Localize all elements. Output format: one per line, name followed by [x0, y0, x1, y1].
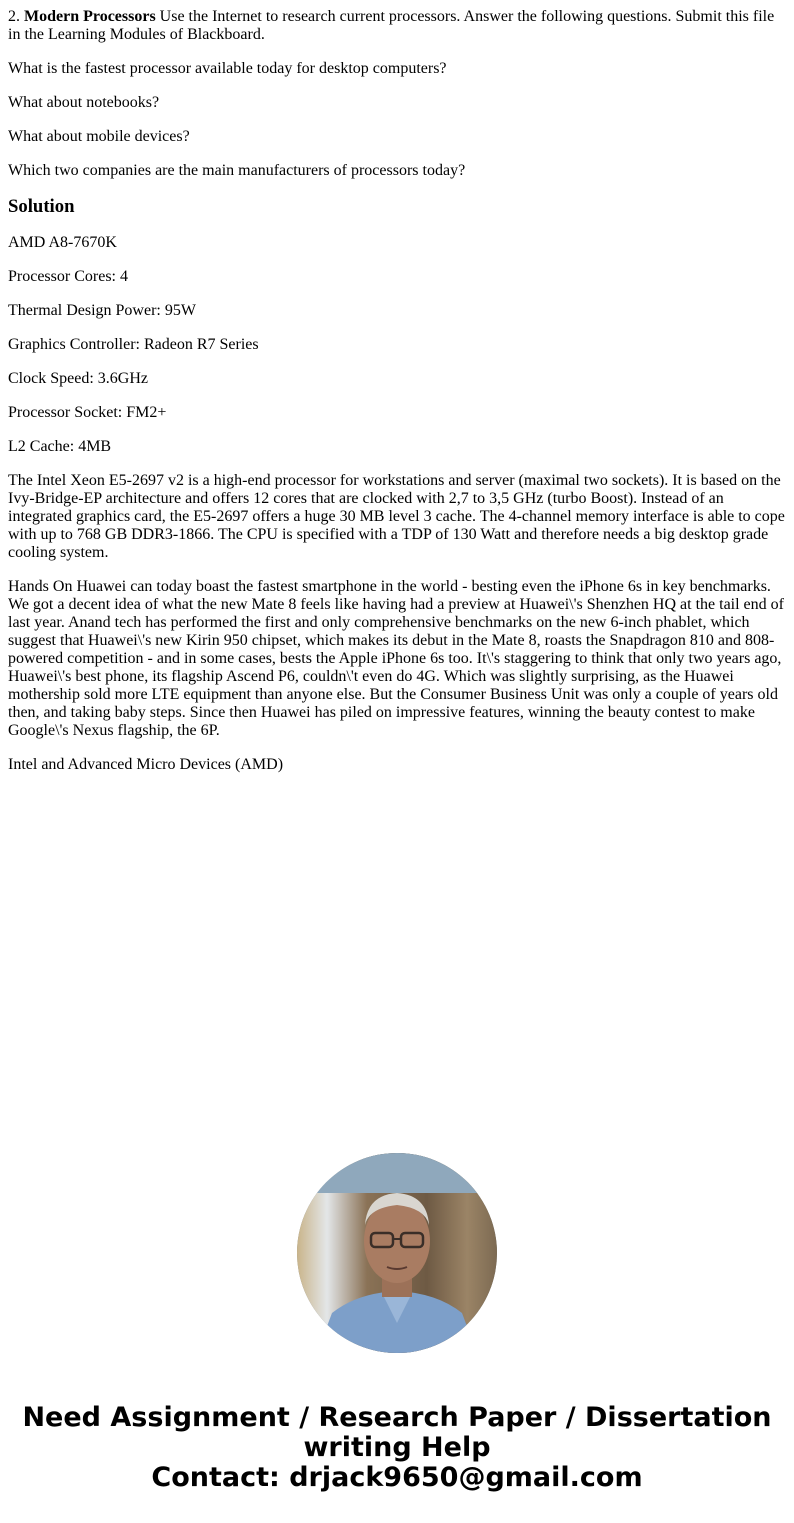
- question-intro: [8, 8, 786, 44]
- spec-line: Graphics Controller: Radeon R7 Series: [8, 336, 259, 353]
- question-title: Modern Processors: [24, 8, 156, 25]
- solution-paragraph: Hands On Huawei can today boast the fastest smartphone in the world - besting even the iPhone 6s in key benchmarks. We got a decent idea of what the new Mate 8 feels like having had a preview at Huawei\'s Shenzhen HQ at the tail end of last year. Anand tech has performed the first and only comprehensive benchmarks on the new 6-inch phablet, which suggest that Huawei\'s new Kirin 950 chipset, which makes its debut in the Mate 8, roasts the Snapdragon 810 and 808-powered competition - and in some cases, bests the Apple iPhone 6s too. It\'s staggering to think that only two years ago, Huawei\'s best phone, its flagship Ascend P6, couldn\'t even do 4G. Which was slightly surprising, as the Huawei mothership sold more LTE equipment than anyone else. But the Consumer Business Unit was only a couple of years old then, and taking baby steps. Since then Huawei has piled on impressive features, winning the beauty contest to make Google\'s Nexus flagship, the 6P.: [8, 578, 784, 739]
- author-portrait-image: [297, 1153, 497, 1353]
- question-item: What is the fastest processor available today for desktop computers?: [8, 60, 447, 77]
- footer-banner: [0, 1403, 794, 1493]
- question-number: 2.: [8, 8, 20, 25]
- question-text: Use the Internet to research current processors. Answer the following questions. Submit this file in the Learning Modules of Blackboard.: [8, 8, 775, 43]
- spec-line: Processor Socket: FM2+: [8, 404, 167, 421]
- document-content: [8, 8, 786, 790]
- spec-line: Processor Cores: 4: [8, 268, 128, 285]
- spec-line: AMD A8-7670K: [8, 234, 117, 251]
- spec-line: Thermal Design Power: 95W: [8, 302, 196, 319]
- author-photo: [297, 1153, 497, 1353]
- footer-line: Need Assignment / Research Paper / Dissertation: [22, 1402, 772, 1433]
- question-item: Which two companies are the main manufacturers of processors today?: [8, 162, 466, 179]
- solution-paragraph: The Intel Xeon E5-2697 v2 is a high-end processor for workstations and server (maximal two sockets). It is based on the Ivy-Bridge-EP architecture and offers 12 cores that are clocked with 2,7 to 3,5 GHz (turbo Boost). Instead of an integrated graphics card, the E5-2697 offers a huge 30 MB level 3 cache. The 4-channel memory interface is able to cope with up to 768 GB DDR3-1866. The CPU is specified with a TDP of 130 Watt and therefore needs a big desktop grade cooling system.: [8, 472, 785, 561]
- question-item: What about notebooks?: [8, 94, 160, 111]
- footer-contact: Contact: drjack9650@gmail.com: [151, 1462, 643, 1493]
- spec-line: L2 Cache: 4MB: [8, 438, 112, 455]
- spec-line: Clock Speed: 3.6GHz: [8, 370, 148, 387]
- solution-paragraph: Intel and Advanced Micro Devices (AMD): [8, 756, 284, 773]
- question-item: What about mobile devices?: [8, 128, 190, 145]
- solution-heading: Solution: [8, 196, 75, 217]
- footer-line: writing Help: [303, 1432, 491, 1463]
